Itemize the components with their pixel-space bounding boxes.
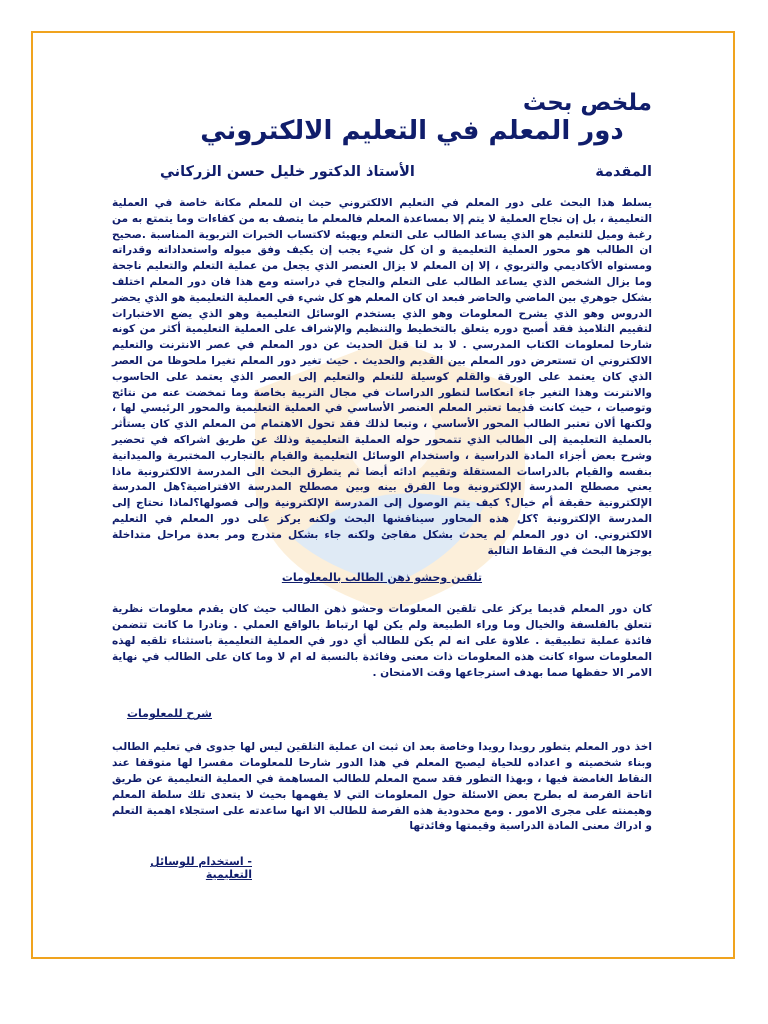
section-text-explanation: اخذ دور المعلم يتطور رويدا رويدا وخاصة بعد ان ثبت ان عملية التلقين ليس لها جدوى في تعليم الطالب وبناء شخصيته و اعداده للحياة ليصبح المعلم في هذا الدور شارحا للمعلومات مفسرا لها متوقفا عند النقاط الغامضة فيها ، وبهذا التطور فقد سمح المعلم للطالب المساهمة في العملية التعليمية عن طريق اتاحة الفرصة له بطرح بعض الاسئلة حول المعلومات التي لا يفهمها بحيث لا يتعدى تلك سلطة المعلم وهيمنته على مجرى الامور . ومع محدودية هذه الفرصة للطالب الا انها ساعدته على استجلاء اهمية التعلم و ادراك معنى المادة الدراسية وقيمتها وفائدتها xyxy=(112,741,652,833)
section-heading-media: - استخدام للوسائل التعليمية xyxy=(150,855,252,882)
section-heading-dictation: تلقين وحشو ذهن الطالب بالمعلومات xyxy=(281,571,482,585)
intro-paragraph: يسلط هذا البحث على دور المعلم في التعليم الالكتروني حيث ان للمعلم مكانة خاصة في العملية التعليمية ، بل إن نجاح العملية لا يتم إلا بمساعدة المعلم فالمعلم ما يتصف به من كفاءات وما يتمتع به من رغبة وميل للتعليم هو الذي يساعد الطالب على التعلم ويهيئه لاكتساب الخبرات التربوية المناسبة .صحيح ان الطالب هو محور العملية التعليمية و ان كل شيء يجب إن يكيف وفق ميوله واستعداداته وقدراته ومستواه الأكاديمي والتربوي ، إلا إن المعلم لا يزال العنصر الذي يجعل من عملية التعلم والتعليم ناجحة وما يزال الشخص الذي يساعد الطالب على التعلم والنجاح في دراسته ومع هذا فان دور المعلم اختلف بشكل جوهري بين الماضي والحاضر فبعد ان كان المعلم هو كل شيء في العملية التعليمية هو الذي يحضر الدروس وهو الذي يشرح المعلومات وهو الذي يستخدم الوسائل التعليمية وهو الذي يضع الاختبارات لتقييم التلاميذ فقد أصبح دوره يتعلق بالتخطيط والتنظيم والإشراف على العملية التعليمية أكثر من كونه شارحا لمعلومات الكتاب المدرسي . لا بد لنا قبل الحديث عن دور المعلم في عصر الانترنت والتعليم الالكتروني ان تستعرض دور المعلم بين القديم والحديث . حيث تغير دور المعلم تغيرا ملحوظا من العصر الذي كان يعتمد على الورقة والقلم كوسيلة للتعلم والتعليم إلى العصر الذي يعتمد على الحاسوب والانترنت وهذا التغير جاء انعكاسا لتطور الدراسات في مجال التربية بخاصة وما تمخضت عنه من نتائج وتوصيات ، حيث كانت قديما تعتبر المعلم العنصر الأساسي في العملية التعليمية والمحور الرئيسي لها ، ولكنها ألان تعتبر الطالب المحور الأساسي ، وتبعا لذلك فقد تحول الاهتمام من المعلم الذي كان يستأثر بالعملية التعليمية إلى الطالب الذي تتمحور حوله العملية التعليمية وذلك عن طريق اشراكه في تحضير وشرح بعض أجزاء المادة الدراسية ، واستخدام الوسائل التعليمية والقيام بالتجارب المختبرية والميدانية بنفسه والقيام بالدراسات المستقلة وتقييم ادائه أيضا ثم يتطرق البحث الى المدرسة الالكترونية ماذا يعني مصطلح المدرسة الإلكترونية وما الفرق بينه وبين مصطلح المدرسة الافتراضية؟هل المدرسة الإلكترونية حقيقة أم خيال؟ كيف يتم الوصول إلى المدرسة الإلكترونية وإلى فصولها؟لماذا نحتاج إلى المدرسة الإلكترونية ؟كل هذه المحاور سيناقشها البحث ولكنه يركز على دور المعلم في التعليم الالكتروني. ان دور المعلم لم يحدث بشكل مفاجئ ولكنه جاء بشكل متدرج ومر بعدة مراحل متداخلة يوجزها البحث في النقاط التالية xyxy=(112,197,652,557)
document-kicker: ملخص بحث xyxy=(522,90,652,116)
document-body xyxy=(112,90,652,881)
section-heading-explanation: شرح للمعلومات xyxy=(126,707,212,721)
document-title: دور المعلم في التعليم الالكتروني xyxy=(200,116,624,146)
section-label: المقدمة xyxy=(595,164,652,180)
meta-row xyxy=(112,164,652,180)
section-text-dictation: كان دور المعلم قديما يركز على تلقين المعلومات وحشو ذهن الطالب حيث كان يقدم معلومات نظرية تتعلق بالفلسفة والخيال وما وراء الطبيعة ولم يكن لها ارتباط بالواقع العملي . ونادرا ما كانت تتضمن فائدة عملية تطبيقية . علاوة على انه لم يكن للطالب أي دور في العملية التعليمية باستثناء تلقيه لهذه المعلومات سواء كانت هذه المعلومات ذات معنى وفائدة بالنسبة له ام لا وما كان على الطالب في نهاية الامر الا حفظها صما بهدف استرجاعها وقت الامتحان . xyxy=(112,603,652,679)
author-name: الأستاذ الدكتور خليل حسن الزركاني xyxy=(160,164,415,180)
